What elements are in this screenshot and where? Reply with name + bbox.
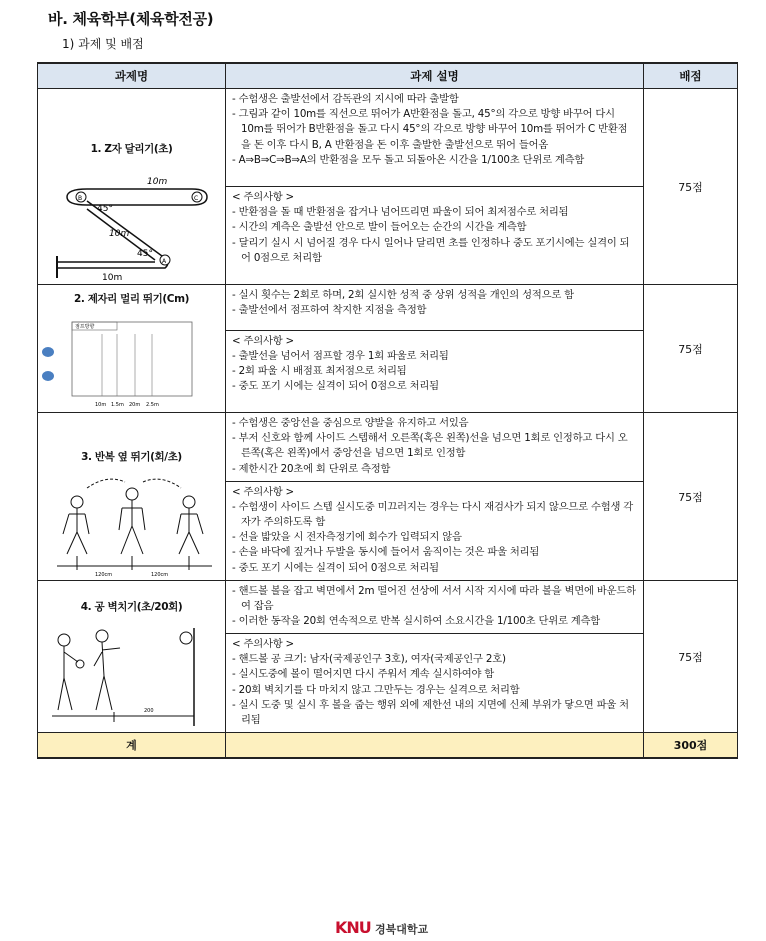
svg-text:10m: 10m [101,273,122,283]
svg-text:B: B [77,195,82,202]
column-header-score: 배점 [644,63,738,89]
svg-text:120cm: 120cm [94,572,112,578]
table-header-row [38,63,738,89]
table-row [38,581,738,634]
university-logo [335,918,428,937]
table-row [38,89,738,187]
side-step-diagram [47,470,217,580]
svg-text:10m: 10m [146,177,167,187]
svg-text:2.5m: 2.5m [145,402,159,408]
svg-text:1.5m: 1.5m [110,402,124,408]
task-cell [38,413,226,581]
section-subheading: 1) 과제 및 배점 [62,37,144,51]
task-score: 75점 [644,413,738,581]
svg-text:20m: 20m [128,402,140,408]
task-caution: < 주의사항 > - 수험생이 사이드 스텝 실시도중 미끄러지는 경우는 다시 재검사가 되지 않으므로 수험생 각자가 주의하도록 함 - 선을 밟았을 시 전자측정기에 회수가 입력되지 않음 - 손을 바닥에 짚거나 두발을 동시에 들어서 움직이는 것은 파울 처리됨 - 중도 포기 시에는 실격이 되어 0점으로 처리됨 [226,481,644,580]
task-description: - 수험생은 출발선에서 감독관의 지시에 따라 출발함 - 그림과 같이 10m를 직선으로 뛰어가 A반환점을 돌고, 45°의 각으로 방향 바꾸어 다시 10m를 뛰어가 B반환점을 돌고 다시 45°의 각으로 방향 바꾸어 10m를 뛰어가 C 반환점을 돈 이후 다시 B, A 반환점을 돈 이후 출발한 출발선으로 뛰어 들어옴 - A⇒B⇒C⇒B⇒A의 반환점을 모두 돌고 되돌아온 시간을 1/100초 단위로 계측함 [226,89,644,187]
total-empty [226,733,644,759]
total-row [38,733,738,759]
svg-text:45°: 45° [136,249,153,259]
long-jump-diagram [42,312,222,412]
handball-icon [180,632,192,644]
task-cell [38,89,226,285]
task-description: - 핸드볼 볼을 잡고 벽면에서 2m 떨어진 선상에 서서 시작 지시에 따라 볼을 벽면에 바운드하여 잡음 - 이러한 동작을 20회 연속적으로 반복 실시하여 소요시간을 1/100초 단위로 계측함 [226,581,644,634]
task-score: 75점 [644,581,738,733]
column-header-task: 과제명 [38,63,226,89]
task-caution: < 주의사항 > - 반환점을 돌 때 반환점을 잡거나 넘어뜨리면 파울이 되어 최저점수로 처리됨 - 시간의 계측은 출발선 안으로 발이 들어오는 순간의 시간을 계측함 - 달리기 실시 시 넘어질 경우 다시 일어나 달리면 초를 인정하나 중도 포기시에는 실격이 되어 0점으로 처리함 [226,187,644,285]
svg-text:A: A [161,258,166,265]
university-name: 경북대학교 [374,923,429,936]
svg-text:10m: 10m [94,402,106,408]
task-title: 1. Z자 달리기(초) [90,143,173,155]
wall-ball-diagram [44,622,219,732]
total-score: 300점 [644,733,738,759]
foot-mark-icon [42,371,54,381]
task-description: - 실시 횟수는 2회로 하며, 2회 실시한 성적 중 상위 성적을 개인의 성적으로 함 - 출발선에서 점프하여 착지한 지점을 측정함 [226,285,644,331]
z-run-diagram [47,164,217,284]
task-title: 4. 공 벽치기(초/20회) [80,601,183,613]
svg-text:C: C [193,195,198,202]
svg-text:45°: 45° [96,204,113,214]
svg-text:200: 200 [144,708,154,714]
task-score: 75점 [644,285,738,413]
task-table [37,62,738,759]
task-description: - 수험생은 중앙선을 중심으로 양발을 유지하고 서있음 - 부저 신호와 함께 사이드 스텝해서 오른쪽(혹은 왼쪽)선을 넘으면 1회로 인정하고 다시 오른쪽(혹은 왼쪽)에서 중앙선을 넘으면 1회로 인정함 - 제한시간 20초에 회 단위로 측정함 [226,413,644,482]
section-heading: 바. 체육학부(체육학전공) [48,10,214,28]
table-row [38,285,738,331]
total-label: 계 [38,733,226,759]
svg-text:120cm: 120cm [150,572,168,578]
task-cell [38,581,226,733]
table-row [38,413,738,482]
svg-text:점프방향: 점프방향 [74,324,94,330]
column-header-description: 과제 설명 [226,63,644,89]
task-caution: < 주의사항 > - 출발선을 넘어서 점프할 경우 1회 파울로 처리됨 - 2회 파울 시 배점표 최저점으로 처리됨 - 중도 포기 시에는 실격이 되어 0점으로 처리됨 [226,330,644,413]
task-title: 3. 반복 옆 뛰기(회/초) [81,451,182,463]
task-cell [38,285,226,413]
knu-logo: KNU [335,918,371,937]
task-caution: < 주의사항 > - 핸드볼 공 크기: 남자(국제공인구 3호), 여자(국제공인구 2호) - 실시도중에 볼이 떨어지면 다시 주워서 계속 실시하여야 함 - 20회 벽치기를 다 마치지 않고 그만두는 경우는 실격으로 처리함 - 실시 도중 및 실시 후 볼을 줍는 행위 외에 제한선 내의 지면에 신체 부위가 닿으면 파울 처리됨 [226,634,644,733]
task-title: 2. 제자리 멀리 뛰기(Cm) [73,293,190,305]
task-score: 75점 [644,89,738,285]
foot-mark-icon [42,347,54,357]
svg-text:10m: 10m [108,229,129,239]
